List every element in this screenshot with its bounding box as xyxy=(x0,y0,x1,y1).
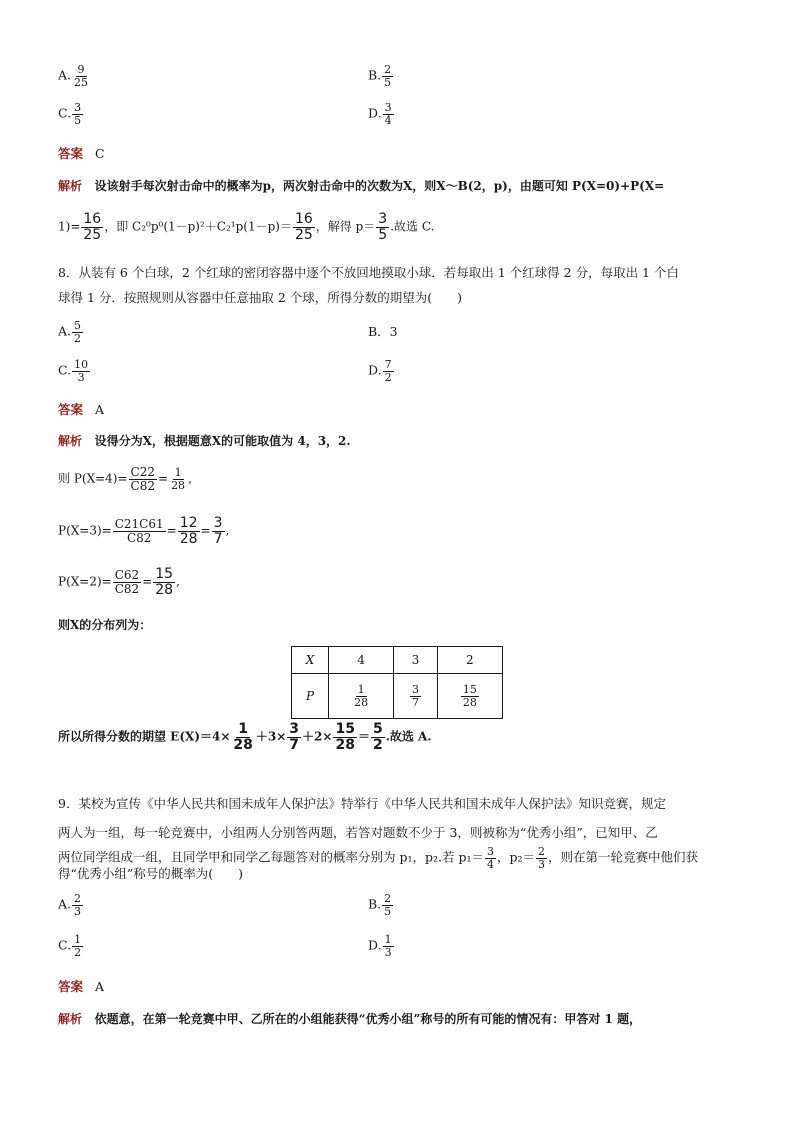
table-cell: 4 xyxy=(329,647,394,674)
table-header-p: P xyxy=(292,674,329,719)
q9-option-d: D. $\frac{1}{3}$ xyxy=(368,933,392,959)
q7-option-c: C. $\frac{3}{5}$ xyxy=(58,101,82,127)
table-cell: 2 xyxy=(437,647,502,674)
q8-option-a: A. $\frac{5}{2}$ xyxy=(58,319,82,345)
q8-p4-line: 则 P(X=4)= $\frac{C22}{C82}$ = $\frac{1}{28}$ , xyxy=(58,465,192,493)
q9-stem-line4: 得“优秀小组”称号的概率为( ) xyxy=(58,866,244,881)
q7-option-d: D. $\frac{3}{4}$ xyxy=(368,101,392,127)
q8-option-d: D. $\frac{7}{2}$ xyxy=(368,358,392,384)
q9-stem-line3: 两位同学组成一组，且同学甲和同学乙每题答对的概率分别为 p₁，p₂.若 p₁＝ $\frac{3}{4}$ ，p₂＝ $\frac{2}{3}$ ，则在第一轮竞赛中他们获 xyxy=(58,845,698,871)
q8-p3-line: P(X=3)= $\frac{C21C61}{C82}$ = $\frac{12}{28}$ = $\frac{3}{7}$ , xyxy=(58,515,230,547)
table-row xyxy=(292,674,503,719)
q8-dist-title: 则X的分布列为： xyxy=(58,618,152,632)
q9-option-c: C. $\frac{1}{2}$ xyxy=(58,933,82,959)
table-header-x: X xyxy=(292,647,329,674)
q9-analysis-line1: 解析 依题意，在第一轮竞赛中甲、乙所在的小组能获得“优秀小组”称号的所有可能的情况有：甲答对 1 题， xyxy=(58,1012,642,1026)
q7-analysis-line2: 1)= $\frac{16}{25}$ ，即 C₂⁰p⁰(1－p)²＋C₂¹p(1－p)＝ $\frac{16}{25}$ ，解得 p＝ $\frac{3}{5}$ .故选 C. xyxy=(58,211,435,243)
q9-option-a: A. $\frac{2}{3}$ xyxy=(58,892,82,918)
q8-option-c: C. $\frac{10}{3}$ xyxy=(58,358,89,384)
q8-expectation-line: 所以所得分数的期望 E(X)＝4× $\frac{1}{28}$ ＋3× $\frac{3}{7}$ ＋2× $\frac{15}{28}$ ＝ $\frac{5}{2}$ .故选 A. xyxy=(58,721,432,753)
q9-stem-line1: 9．某校为宣传《中华人民共和国未成年人保护法》特举行《中华人民共和国未成年人保护法》知识竞赛，规定 xyxy=(58,796,666,811)
q7-answer: 答案 C xyxy=(58,146,105,161)
table-cell: 3 xyxy=(394,647,438,674)
table-cell: $\frac{3}{7}$ xyxy=(394,674,438,719)
q8-stem-line2: 球得 1 分．按照规则从容器中任意抽取 2 个球，所得分数的期望为( ) xyxy=(58,290,463,305)
q8-stem-line1: 8．从装有 6 个白球，2 个红球的密闭容器中逐个不放回地摸取小球．若每取出 1 个红球得 2 分，每取出 1 个白 xyxy=(58,265,679,280)
distribution-table xyxy=(291,646,503,719)
q7-option-b: B. $\frac{2}{5}$ xyxy=(368,63,392,89)
q8-answer: 答案 A xyxy=(58,402,104,417)
q7-analysis-line1: 解析 设该射手每次射击命中的概率为p，两次射击命中的次数为X，则X～B(2，p)，由题可知 P(X=0)+P(X= xyxy=(58,179,665,193)
q8-analysis-line1: 解析 设得分为X，根据题意X的可能取值为 4，3，2. xyxy=(58,434,351,448)
table-cell: $\frac{15}{28}$ xyxy=(437,674,502,719)
q8-p2-line: P(X=2)= $\frac{C62}{C82}$ = $\frac{15}{28}$ , xyxy=(58,566,180,598)
table-cell: $\frac{1}{28}$ xyxy=(329,674,394,719)
q9-option-b: B. $\frac{2}{5}$ xyxy=(368,892,392,918)
q8-option-b: B．3 xyxy=(368,324,398,339)
q7-option-a: A. $\frac{9}{25}$ xyxy=(58,63,89,89)
table-row xyxy=(292,647,503,674)
q9-answer: 答案 A xyxy=(58,979,104,994)
q9-stem-line2: 两人为一组，每一轮竞赛中，小组两人分别答两题，若答对题数不少于 3，则被称为“优秀小组”，已知甲、乙 xyxy=(58,825,658,840)
